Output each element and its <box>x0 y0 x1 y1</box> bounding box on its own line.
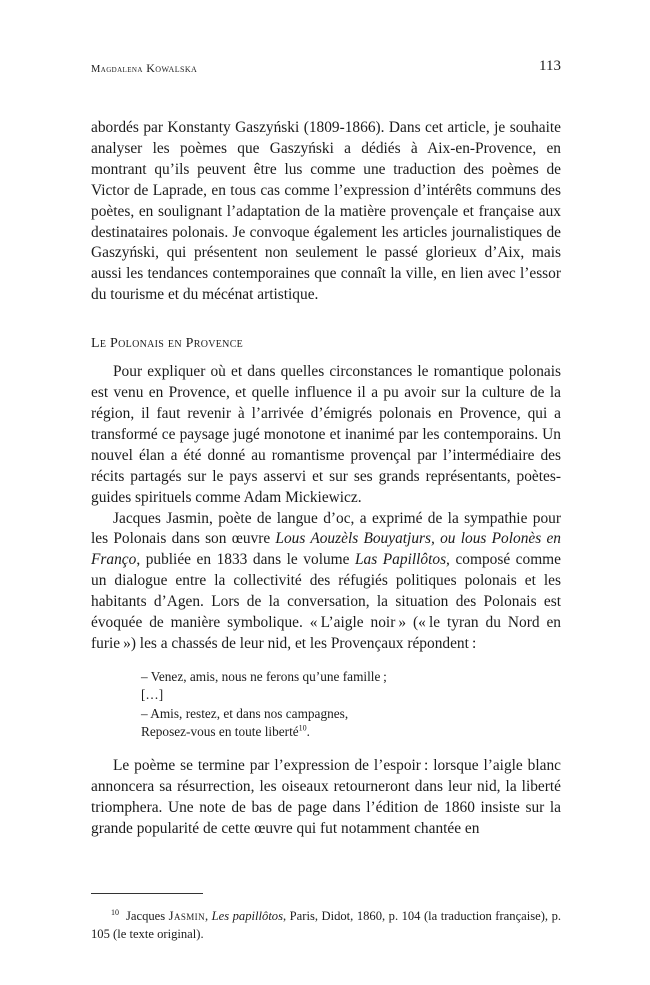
paragraph-jasmin-part2: , publiée en 1833 dans le volume <box>136 551 355 569</box>
page <box>91 58 562 942</box>
verse-line: […] <box>141 687 164 703</box>
running-head-author <box>91 61 197 76</box>
verse-line-text: Reposez-vous en toute liberté <box>141 724 299 740</box>
verse-line: – Venez, amis, nous ne ferons qu’une famille ; <box>141 668 387 684</box>
running-head <box>91 58 561 82</box>
work-title-aouzels: Lous Aouzèls Bouyatjurs, ou lous Polonès en Franço <box>91 530 561 569</box>
page-number: 113 <box>539 58 561 74</box>
intro-paragraph: abordés par Konstanty Gaszyński (1809-1866). Dans cet article, je souhaite analyser les poèmes que Gaszyński a dédiés à Aix-en-Provence, en montrant qu’ils peuvent être lus comme une traduction des poèmes de Victor de Laprade, en tous cas comme l’expression d’intérêts communs des poètes, en soulignant l’adaptation de la matière provençale et française aux destinataires polonais. Je convoque également les articles journalistiques de Gaszyński, qui présentent non seulement le passé glorieux d’Aix, mais aussi les tendances contemporaines que connaît la ville, en lien avec l’essor du tourisme et du mécénat artistique. <box>91 119 561 304</box>
footnote-reference: 10 <box>298 723 307 733</box>
paragraph-jasmin <box>91 509 561 655</box>
paragraph-jasmin-part1: Jacques Jasmin, poète de langue d’oc, a exprimé de la sympathie pour les Polonais dans son œuvre <box>91 509 561 548</box>
work-title-papillotos: Las Papillôtos, <box>355 551 450 569</box>
author-last-name: Kowalska <box>146 61 198 75</box>
verse-quotation <box>91 668 561 742</box>
footnote-details: , Paris, Didot, 1860, p. 104 (la traduction française), p. 105 (le texte original). <box>91 909 562 942</box>
footnote-title: Les papillôtos <box>211 909 284 923</box>
footnote-rule <box>91 893 203 894</box>
footnote: $^{10}$ Jacques Jasmin, Les papillôtos, Paris, Didot, 1860, p. 104 (la traduction française), p. 105 (le texte original). <box>91 907 562 942</box>
verse-line: – Amis, restez, et dans nos campagnes, <box>141 705 349 721</box>
paragraph-jasmin-part3: composé comme un dialogue entre la collectivité des réfugiés politiques polonais et les habitants d’Agen. Lors de la conversation, la situation des Polonais est évoquée de manière symbolique. « L’aigle noir » (« le tyran du Nord en furie ») les a chassés de leur nid, et les Provençaux répondent : <box>91 551 561 652</box>
author-first-name: Magdalena <box>91 64 143 75</box>
verse-line <box>141 723 561 742</box>
footnote-number: 10 <box>111 907 119 917</box>
verse-line-end: . <box>306 724 310 740</box>
paragraph-hope: Le poème se termine par l’expression de l’espoir : lorsque l’aigle blanc annoncera sa résurrection, les oiseaux retourneront dans leur nid, la liberté triomphera. Une note de bas de page dans l’édition de 1860 insiste sur la grande popularité de cette œuvre qui fut notamment chantée en <box>91 756 561 837</box>
body-text <box>91 118 561 839</box>
section-heading: Le Polonais en Provence <box>91 336 244 352</box>
paragraph-emigres: Pour expliquer où et dans quelles circonstances le romantique polonais est venu en Provence, et quelle influence il a pu avoir sur la culture de la région, il faut revenir à l’arrivée d’émigrés polonais en Provence, qui a transformé ce paysage jugé monotone et inanimé par les contemporains. Un nouvel élan a été donné au romantisme provençal par l’intermédiaire des récits partagés sur le pays asservi et sur ses grands représentants, poètes-guides spirituels comme Adam Mickiewicz. <box>91 363 561 506</box>
footnote-author-first: Jacques <box>126 909 166 923</box>
footnote-author-last: Jasmin <box>168 909 205 923</box>
